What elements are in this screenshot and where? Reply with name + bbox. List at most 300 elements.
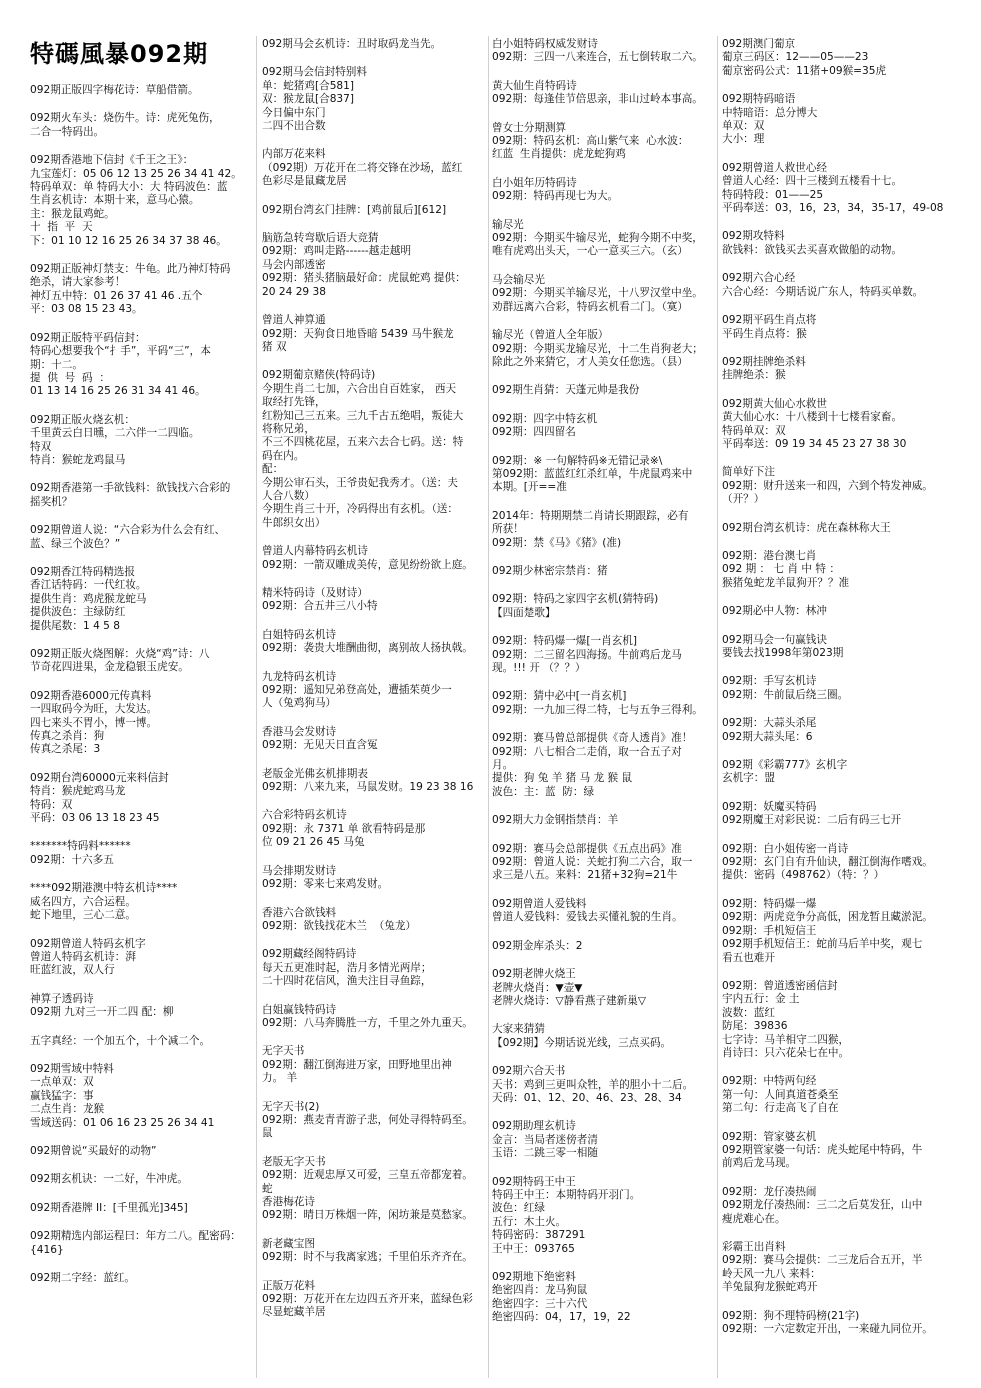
block-heading: 092期马会一句赢钱诀 [722, 633, 827, 646]
block-line: 鼠 [262, 1127, 273, 1140]
block-line: 今期生肖三十开，冷码得出有玄机。（送： [262, 503, 458, 516]
block-heading: 092期平码生肖点将 [722, 314, 817, 327]
block-line: 092期：鸡叫走路------越走越明 [262, 245, 412, 258]
block-line: 提供波色：主绿防红 [30, 606, 126, 619]
block-line: 传真之杀肖：狗 [30, 730, 105, 743]
block-heading: 092期香港6000元传真料 [30, 689, 152, 702]
block-heading: 092期：※ 一句解特码※无错记录※\ [492, 454, 663, 467]
block-line: 092期：禁《马》《猪》(准) [492, 536, 622, 549]
block-heading: 092期：狗不理特码榜(21字) [722, 1309, 860, 1322]
text-block [30, 1272, 250, 1285]
block-line: 九宝莲灯：05 06 12 13 25 26 34 41 42。 [30, 167, 242, 180]
block-line: 葡京三码区：12——05——23 [722, 51, 869, 64]
block-line: 千里黄云白日曛，二六伴一二四临。 [30, 427, 200, 440]
block-heading: 092期：大蒜头杀尾 [722, 717, 817, 730]
block-line: 092期：晴日万株烟一阵，闲坊兼是莫愁家。 [262, 1209, 473, 1222]
block-line: 092期：合五井三八小特 [262, 600, 378, 613]
block-line: 092期：猪头猪脑最好命：虎鼠蛇鸡 提供： [262, 272, 466, 285]
block-heading: 092期：曾道透密函信封 [722, 979, 838, 992]
text-block [492, 80, 714, 107]
text-block [492, 898, 714, 925]
block-line: {416} [30, 1243, 64, 1256]
block-line: 特码心想要我个“扌手”，平码“三”，本 [30, 345, 211, 358]
text-block [492, 122, 714, 162]
block-heading: 092期：特码之家四字玄机(猜特码) [492, 593, 659, 606]
text-block [262, 726, 486, 753]
text-block [492, 274, 714, 314]
text-block [262, 907, 486, 934]
text-block [30, 524, 250, 551]
block-line: 特码单双：双 [722, 424, 786, 437]
text-block [492, 565, 714, 578]
block-heading: 092期曾道人特码玄机字 [30, 937, 146, 950]
text-block [722, 162, 954, 216]
text-block [30, 1035, 250, 1048]
text-block [262, 148, 486, 188]
block-line: 二合一特码出。 [30, 125, 105, 138]
block-line: 力。 羊 [262, 1072, 298, 1085]
text-block [492, 413, 714, 440]
block-line: 特码特段：01——25 [722, 188, 824, 201]
block-heading: 马会排期发财诗 [262, 864, 337, 877]
block-heading: 092期特码王中王 [492, 1175, 576, 1188]
block-line: 092期：八马奔腾胜一方，千里之外九重天。 [262, 1016, 473, 1029]
block-line: 人（兔鸡狗马） [262, 697, 337, 710]
block-line: 【四面楚歌】 [492, 606, 556, 619]
block-line: 五行：木土火。 [492, 1215, 567, 1228]
block-line: 期：十二。 [30, 358, 83, 371]
block-line: 今期公审石头，王爷贵妃我秀才。（送：夫 [262, 476, 458, 489]
block-heading: 老版金光佛玄机排期表 [262, 767, 368, 780]
column-divider [717, 36, 718, 1378]
block-heading: 092期：赛马曾总部提供《奇人透肖》准！ [492, 732, 693, 745]
block-heading: 092期挂牌绝杀料 [722, 355, 806, 368]
block-line: 平码奉送：03，16，23，34，35-17，49-08 [722, 202, 944, 215]
block-line: 092期：近观忠厚又可爱，三皇五帝都宠着。 [262, 1169, 473, 1182]
block-heading: 白小姐年历特码诗 [492, 176, 577, 189]
block-heading: 092期玄机诀：一二好，牛冲虎。 [30, 1173, 188, 1186]
block-heading: 2014年：特期期禁二肖请长期跟踪，必有 [492, 509, 689, 522]
block-heading: 092期正版神灯禁支：牛龟。此乃神灯特码 [30, 263, 231, 276]
block-line: 092期：燕麦青青游子悲，何处寻得特码至。 [262, 1113, 473, 1126]
block-line: 配： [262, 463, 284, 476]
block-line: 看五也难开 [722, 951, 775, 964]
block-line: 二四不出合数 [262, 120, 326, 133]
block-line: 曾道人特码玄机诗：湃 [30, 950, 136, 963]
block-line: 香港梅花诗 [262, 1196, 315, 1208]
block-heading: 092期：手写玄机诗 [722, 675, 817, 688]
text-block [30, 332, 250, 399]
block-line: 老牌火烧诗：▽静看燕子建新巢▽ [492, 994, 647, 1007]
text-block [492, 593, 714, 620]
block-line: 玄机字：盟 [722, 772, 775, 785]
block-line: 求三是八五。来料：21猪+32狗=21牛 [492, 869, 678, 882]
text-block [262, 671, 486, 711]
text-block [722, 38, 954, 78]
block-heading: 092期藏经阁特码诗 [262, 948, 357, 961]
block-line: 第一句：人间真道苍桑至 [722, 1088, 839, 1101]
block-line: 092期：手机短信王 [722, 924, 817, 937]
text-block [30, 1145, 250, 1158]
block-line: 双：猴龙鼠[合837] [262, 93, 355, 106]
block-line: 092期：特码玄机：高山紫气来 心水波： [492, 135, 689, 148]
text-block [722, 898, 954, 965]
block-line: 第二句：行走高飞了自在 [722, 1102, 839, 1115]
text-block [722, 1310, 954, 1337]
block-heading: 神算子透码诗 [30, 992, 94, 1005]
text-block [262, 545, 486, 572]
text-block [492, 1120, 714, 1160]
block-line: 092期：每逢佳节倍思亲，非山过岭本事高。 [492, 93, 703, 106]
block-heading: 092期助理玄机诗 [492, 1120, 576, 1133]
block-line: 提供生肖：鸡虎猴龙蛇马 [30, 592, 147, 605]
block-heading: 092期攻特料 [722, 230, 785, 243]
block-line: 提供：狗 兔 羊 猪 马 龙 猴 鼠 [492, 772, 633, 785]
block-heading: 新老藏宝图 [262, 1237, 315, 1250]
block-line: 092期：特码再现七为大。 [492, 190, 619, 203]
block-line: 羊兔鼠狗龙猴蛇鸡开 [722, 1281, 818, 1294]
block-heading: 大家来猜猜 [492, 1023, 545, 1036]
block-line: 092期：一九加三得二特，七与五争三得利。 [492, 703, 703, 716]
block-line: 第092期：蓝蓝红红杀红单，牛虎鼠鸡来中 [492, 467, 693, 480]
block-heading: 香港六合欲钱料 [262, 906, 337, 919]
block-line: 码在内。 [262, 449, 305, 462]
text-block [492, 510, 714, 550]
block-heading: 黄大仙生肖特码诗 [492, 79, 577, 92]
block-heading: 简单好下注 [722, 466, 775, 479]
block-line: 玉语：二跳三零一相随 [492, 1147, 598, 1160]
text-block [492, 219, 714, 259]
block-line: 人合八数） [262, 489, 315, 502]
block-line: 挂牌绝杀：猴 [722, 369, 786, 382]
text-block [262, 1101, 486, 1141]
block-line: 092期：天狗食日地昏暗 5439 马牛猴龙 [262, 327, 454, 340]
text-block [30, 772, 250, 826]
block-line: 天书：鸡到三更叫众牲，羊的胆小十二后。 [492, 1078, 694, 1091]
block-heading: 九龙特码玄机诗 [262, 670, 337, 683]
block-line: 平：03 08 15 23 43。 [30, 303, 143, 316]
block-line: 生肖玄机诗：本期十来，意马心猿。 [30, 194, 200, 207]
block-line: 092期：一六定数定开出，一来碰九同位开。 [722, 1323, 933, 1336]
text-block [30, 1230, 250, 1257]
block-line: 特码密码：387291 [492, 1229, 586, 1242]
block-heading: 092期黄大仙心水救世 [722, 397, 827, 410]
text-block [262, 948, 486, 988]
block-heading: 六合彩特码玄机诗 [262, 809, 347, 822]
block-heading: 马会输尽光 [492, 273, 545, 286]
block-line: 单：蛇猪鸡[合581] [262, 79, 355, 92]
block-heading: 正版万花料 [262, 1279, 315, 1292]
text-block [262, 629, 486, 656]
block-line: 王中王：093765 [492, 1242, 575, 1255]
block-line: 波数：蓝红 [722, 1006, 775, 1019]
block-line: 092期：十六多五 [30, 853, 114, 866]
block-heading: 彩霸王出肖料 [722, 1241, 786, 1253]
text-block [30, 648, 250, 675]
text-block [492, 940, 714, 953]
block-heading: 092期金库杀头：2 [492, 939, 583, 952]
block-heading: 092期：猜中必中[一肖玄机] [492, 690, 627, 703]
block-heading: 五字真经：一个加五个，十个减二个。 [30, 1034, 211, 1047]
text-block [722, 801, 954, 828]
block-line: 单双：双 [722, 120, 765, 133]
text-block [30, 482, 250, 509]
block-heading: 092期葡京赌侠(特码诗) [262, 369, 376, 382]
block-heading: 曾道人内幕特码玄机诗 [262, 545, 368, 558]
block-line: 不三不四桃花屋，五来六去合七码。送：特 [262, 436, 464, 449]
block-line: 赢钱猛字：事 [30, 1089, 94, 1102]
block-line: 绝密四字：三十六代 [492, 1297, 588, 1310]
text-block [262, 369, 486, 530]
block-line: 特双 [30, 440, 52, 453]
block-heading: 内部万花来料 [262, 148, 326, 161]
block-line: 092期魔王对彩民说：二后有码三七开 [722, 814, 902, 827]
block-line: 岭天风一九八 来料： [722, 1267, 821, 1280]
page-title: 特碼風暴092期 [30, 40, 209, 68]
block-line: 瘦虎难心在。 [722, 1212, 786, 1225]
block-line: 香江话特码：一代红妆。 [30, 579, 147, 592]
block-line: 黄大仙心水：十八楼到十七楼看家畜。 [722, 411, 903, 424]
block-heading: *******特码料****** [30, 840, 131, 853]
block-heading: 092期：港台澳七肖 [722, 549, 817, 562]
text-block [492, 968, 714, 1008]
block-heading: 092期六合心经 [722, 272, 796, 285]
block-line: 天码：01、12、20、46、23、28、34 [492, 1091, 682, 1104]
text-block [262, 204, 486, 217]
block-line: 092期：今期买羊输尽光，十八罗汉堂中坐。 [492, 287, 703, 300]
block-line: 红粉知己三五来。三九千古五绝唱，叛徒大 [262, 409, 464, 422]
block-heading: 092期正版特平码信封： [30, 331, 146, 344]
block-line: 092期：四四留名 [492, 426, 576, 439]
block-heading: 092期澳门葡京 [722, 38, 796, 50]
block-line: 二点生肖：龙猴 [30, 1103, 105, 1116]
text-block [722, 93, 954, 147]
block-line: 位 09 21 26 45 马兔 [262, 836, 365, 849]
block-line: 092期：翻江倒海进万家，田野地里出神 [262, 1058, 452, 1071]
block-line: 大小：理 [722, 133, 765, 146]
block-line: 传真之杀尾：3 [30, 743, 101, 756]
block-line: 092期：零来七来鸡发财。 [262, 878, 389, 891]
block-line: 蓝、绿三个波色？” [30, 537, 121, 550]
block-line: 唯有虎鸡出头天，一心一意买三六。（玄） [492, 245, 688, 258]
text-block [722, 466, 954, 506]
block-heading: 092期少林密宗禁肖：猪 [492, 564, 608, 577]
text-block [722, 1075, 954, 1115]
block-line: 前鸡后龙马现。 [722, 1157, 797, 1170]
block-heading: 092期正版四字梅花诗：草船借箭。 [30, 84, 199, 96]
block-heading: 092期：龙仔凑热闹 [722, 1185, 817, 1198]
column-1 [30, 84, 250, 1380]
block-heading: 白姐赢钱特码诗 [262, 1003, 337, 1016]
block-line: 20 24 29 38 [262, 285, 327, 298]
text-block [262, 1004, 486, 1031]
text-block [722, 717, 954, 744]
block-line: 092期：袭贵大堆酬曲彻，离别故人扬执戟。 [262, 642, 473, 655]
block-line: 曾道人心经：四十三楼到五楼看十七。 [722, 175, 903, 188]
block-line: 092期管家婆一句话：虎头蛇尾中特码，牛 [722, 1143, 923, 1156]
block-line: 平码生肖点将：猴 [722, 327, 807, 340]
text-block [30, 84, 250, 97]
block-heading: 092期大力金钢指禁肖：羊 [492, 814, 619, 827]
text-block [262, 587, 486, 614]
text-block [30, 154, 250, 248]
block-line: 主：猴龙鼠鸡蛇。 [30, 207, 115, 220]
block-line: 牛郎织女出） [262, 516, 326, 529]
text-block [722, 522, 954, 535]
block-line: 092期：八七相合二走俏，取一合五子对 [492, 745, 682, 758]
block-heading: 092期：四字中特玄机 [492, 412, 597, 425]
block-line: 肖诗曰：只六花朵七在中。 [722, 1046, 850, 1059]
column-divider [256, 36, 257, 1378]
text-block [492, 177, 714, 204]
text-block [262, 1238, 486, 1265]
text-block [492, 814, 714, 827]
text-block [722, 605, 954, 618]
block-line: 摇奖机？ [30, 495, 73, 508]
block-line: 特码王中王：本期特码开羽门。 [492, 1188, 641, 1201]
text-block [492, 1065, 714, 1105]
block-line: 金言：当局者迷傍者清 [492, 1133, 598, 1146]
block-line: 提供尾数：1 4 5 8 [30, 619, 121, 632]
text-block [30, 1063, 250, 1130]
text-block [492, 1023, 714, 1050]
text-block [30, 690, 250, 757]
block-line: 092期手机短信王：蛇前马后羊中奖，观七 [722, 938, 923, 951]
block-line: 今日偏中东门 [262, 106, 326, 119]
block-heading: 092期二字经：蓝红。 [30, 1272, 135, 1284]
block-line: 092期：欲钱找花木兰 （兔龙） [262, 919, 417, 932]
text-block [262, 314, 486, 354]
block-heading: 092期地下绝密料 [492, 1271, 576, 1283]
block-line: 除此之外来猜它，才人美女任您选。（县） [492, 355, 688, 368]
block-line: 七字诗：马羊相守二四猴， [722, 1033, 850, 1046]
block-line: 十 指 平 天 [30, 221, 93, 234]
block-line: 色彩尽是鼠藏龙居 [262, 175, 347, 188]
block-line: 092期：时不与我离家逃；千里伯乐齐齐在。 [262, 1251, 473, 1264]
text-block [492, 455, 714, 495]
block-line: 092期：赛马会提供：二三龙后合五开，半 [722, 1254, 923, 1267]
text-block [30, 1202, 250, 1215]
text-block [30, 566, 250, 633]
block-heading: 092期马会信封特别料 [262, 66, 367, 79]
block-line: 092期：一箭双雕成美传，意见纷纷欲上庭。 [262, 558, 473, 571]
block-heading: 092期马会玄机诗：丑时取码龙当先。 [262, 38, 442, 50]
block-heading: 输尽光 [492, 218, 524, 231]
block-line: 节奇花四进果，金龙稳银玉虎安。 [30, 661, 189, 674]
block-line: 曾道人爱钱料：爱钱去买懂礼貌的生肖。 [492, 911, 683, 924]
block-line: 蛇下地里，三心二意。 [30, 909, 136, 922]
block-line: 所获！ [492, 523, 524, 536]
text-block [262, 66, 486, 133]
text-block [722, 230, 954, 257]
block-line: 特肖：猴蛇龙鸡鼠马 [30, 453, 126, 466]
block-line: 雪域送码：01 06 16 23 25 26 34 41 [30, 1116, 215, 1129]
text-block [722, 398, 954, 452]
block-line: 猪 双 [262, 340, 287, 353]
block-heading: 无字天书 [262, 1045, 305, 1058]
block-line: 特码：双 [30, 798, 73, 811]
text-block [30, 993, 250, 1020]
block-line: 平码：03 06 13 18 23 45 [30, 812, 160, 825]
block-line: 六合心经：今期话说广东人，特码买单数。 [722, 285, 924, 298]
block-heading: 092期：白小姐传密一肖诗 [722, 842, 849, 855]
column-divider [488, 36, 489, 1378]
block-heading: 092期正版火烧玄机： [30, 413, 135, 426]
block-line: 绝杀，请大家参考！ [30, 276, 126, 289]
text-block [722, 843, 954, 883]
text-block [30, 263, 250, 317]
block-line: 01 13 14 16 25 26 31 34 41 46。 [30, 385, 206, 398]
block-heading: 092期特码暗语 [722, 93, 796, 106]
text-block [492, 635, 714, 675]
block-heading: 092期：中特两句经 [722, 1075, 817, 1088]
block-line: 092期大蒜头尾：6 [722, 730, 813, 743]
block-line: 四七来头不胃小，博一博。 [30, 716, 158, 729]
block-line: 防尾：39836 [722, 1020, 788, 1033]
block-line: 092期：遥知兄弟登高处，遭插茱萸少一 [262, 684, 452, 697]
block-line: 092期龙仔凑热闹：三二之后莫发狂，山中 [722, 1199, 923, 1212]
block-line: 特码单双：单 特码大小：大 特码波色：蓝 [30, 181, 228, 194]
block-heading: 092期曾道人救世心经 [722, 161, 827, 174]
block-heading: 092期《彩霸777》玄机字 [722, 759, 848, 772]
text-block [262, 38, 486, 51]
block-line: （开？） [722, 493, 765, 506]
block-line: 092期：万花开在左边四五齐开来，蓝绿色彩 [262, 1293, 473, 1306]
block-heading: 092期六合天书 [492, 1065, 566, 1078]
block-line: 092期：无见天日直含冤 [262, 739, 378, 752]
block-heading: 老版无字天书 [262, 1155, 326, 1168]
block-line: 要钱去找1998年第023期 [722, 647, 844, 659]
block-line: 中特暗语：总分博大 [722, 106, 818, 119]
block-heading: 092期必中人物：林冲 [722, 605, 827, 618]
text-block [30, 840, 250, 867]
text-block [492, 38, 714, 65]
block-heading: 脑筋急转弯歇后语大竞猜 [262, 232, 379, 245]
block-line: （092期）万花开在二将交锋在沙场，蓝红 [262, 161, 463, 174]
block-line: 旺蓝红波，双人行 [30, 964, 115, 977]
block-line: 092期：曾道人说：关蛇打狗二六合，取一 [492, 856, 693, 869]
block-line: 一点单双：双 [30, 1076, 94, 1089]
block-line: 将称兄弟， [262, 422, 315, 435]
block-heading: ****092期港澳中特玄机诗**** [30, 882, 178, 895]
block-heading: 092期火车头：烧伤牛。诗：虎死兔伤， [30, 112, 220, 125]
block-line: 092期：财升送来一和四，六到个特发神威。 [722, 479, 933, 492]
block-heading: 白小姐特码权威发财诗 [492, 38, 598, 50]
text-block [262, 1156, 486, 1223]
column-3 [492, 38, 714, 1380]
block-heading: 092期正版火烧图解：火烧“鸡”诗：八 [30, 648, 210, 660]
block-line: 092 期 ： 七 肖 中 特 ： [722, 563, 840, 576]
text-block [30, 938, 250, 978]
text-block [722, 356, 954, 383]
block-line: 特肖：猴虎蛇鸡马龙 [30, 785, 126, 798]
block-line: 劝群远离六合彩，特码玄机看二门。（寞） [492, 300, 688, 313]
block-heading: 092期台湾60000元来料信封 [30, 771, 169, 784]
text-block [722, 1131, 954, 1171]
column-4 [722, 38, 954, 1380]
text-block [30, 112, 250, 139]
block-line: 波色：红绿 [492, 1202, 545, 1215]
text-block [722, 675, 954, 702]
block-heading: 092期精选内部运程曰：年方二八。配密码： [30, 1230, 241, 1243]
text-block [492, 843, 714, 883]
block-line: 092期：二三留名四海扬。牛前鸡后龙马 [492, 648, 682, 661]
block-heading: 092期曾道人说：“六合彩为什么会有红、 [30, 524, 226, 537]
block-line: 红蓝 生肖提供：虎龙蛇狗鸡 [492, 148, 626, 161]
block-line: 宇内五行：金 土 [722, 993, 800, 1006]
block-line: 葡京密码公式：11猪+09猴=35虎 [722, 64, 887, 77]
text-block [492, 329, 714, 369]
